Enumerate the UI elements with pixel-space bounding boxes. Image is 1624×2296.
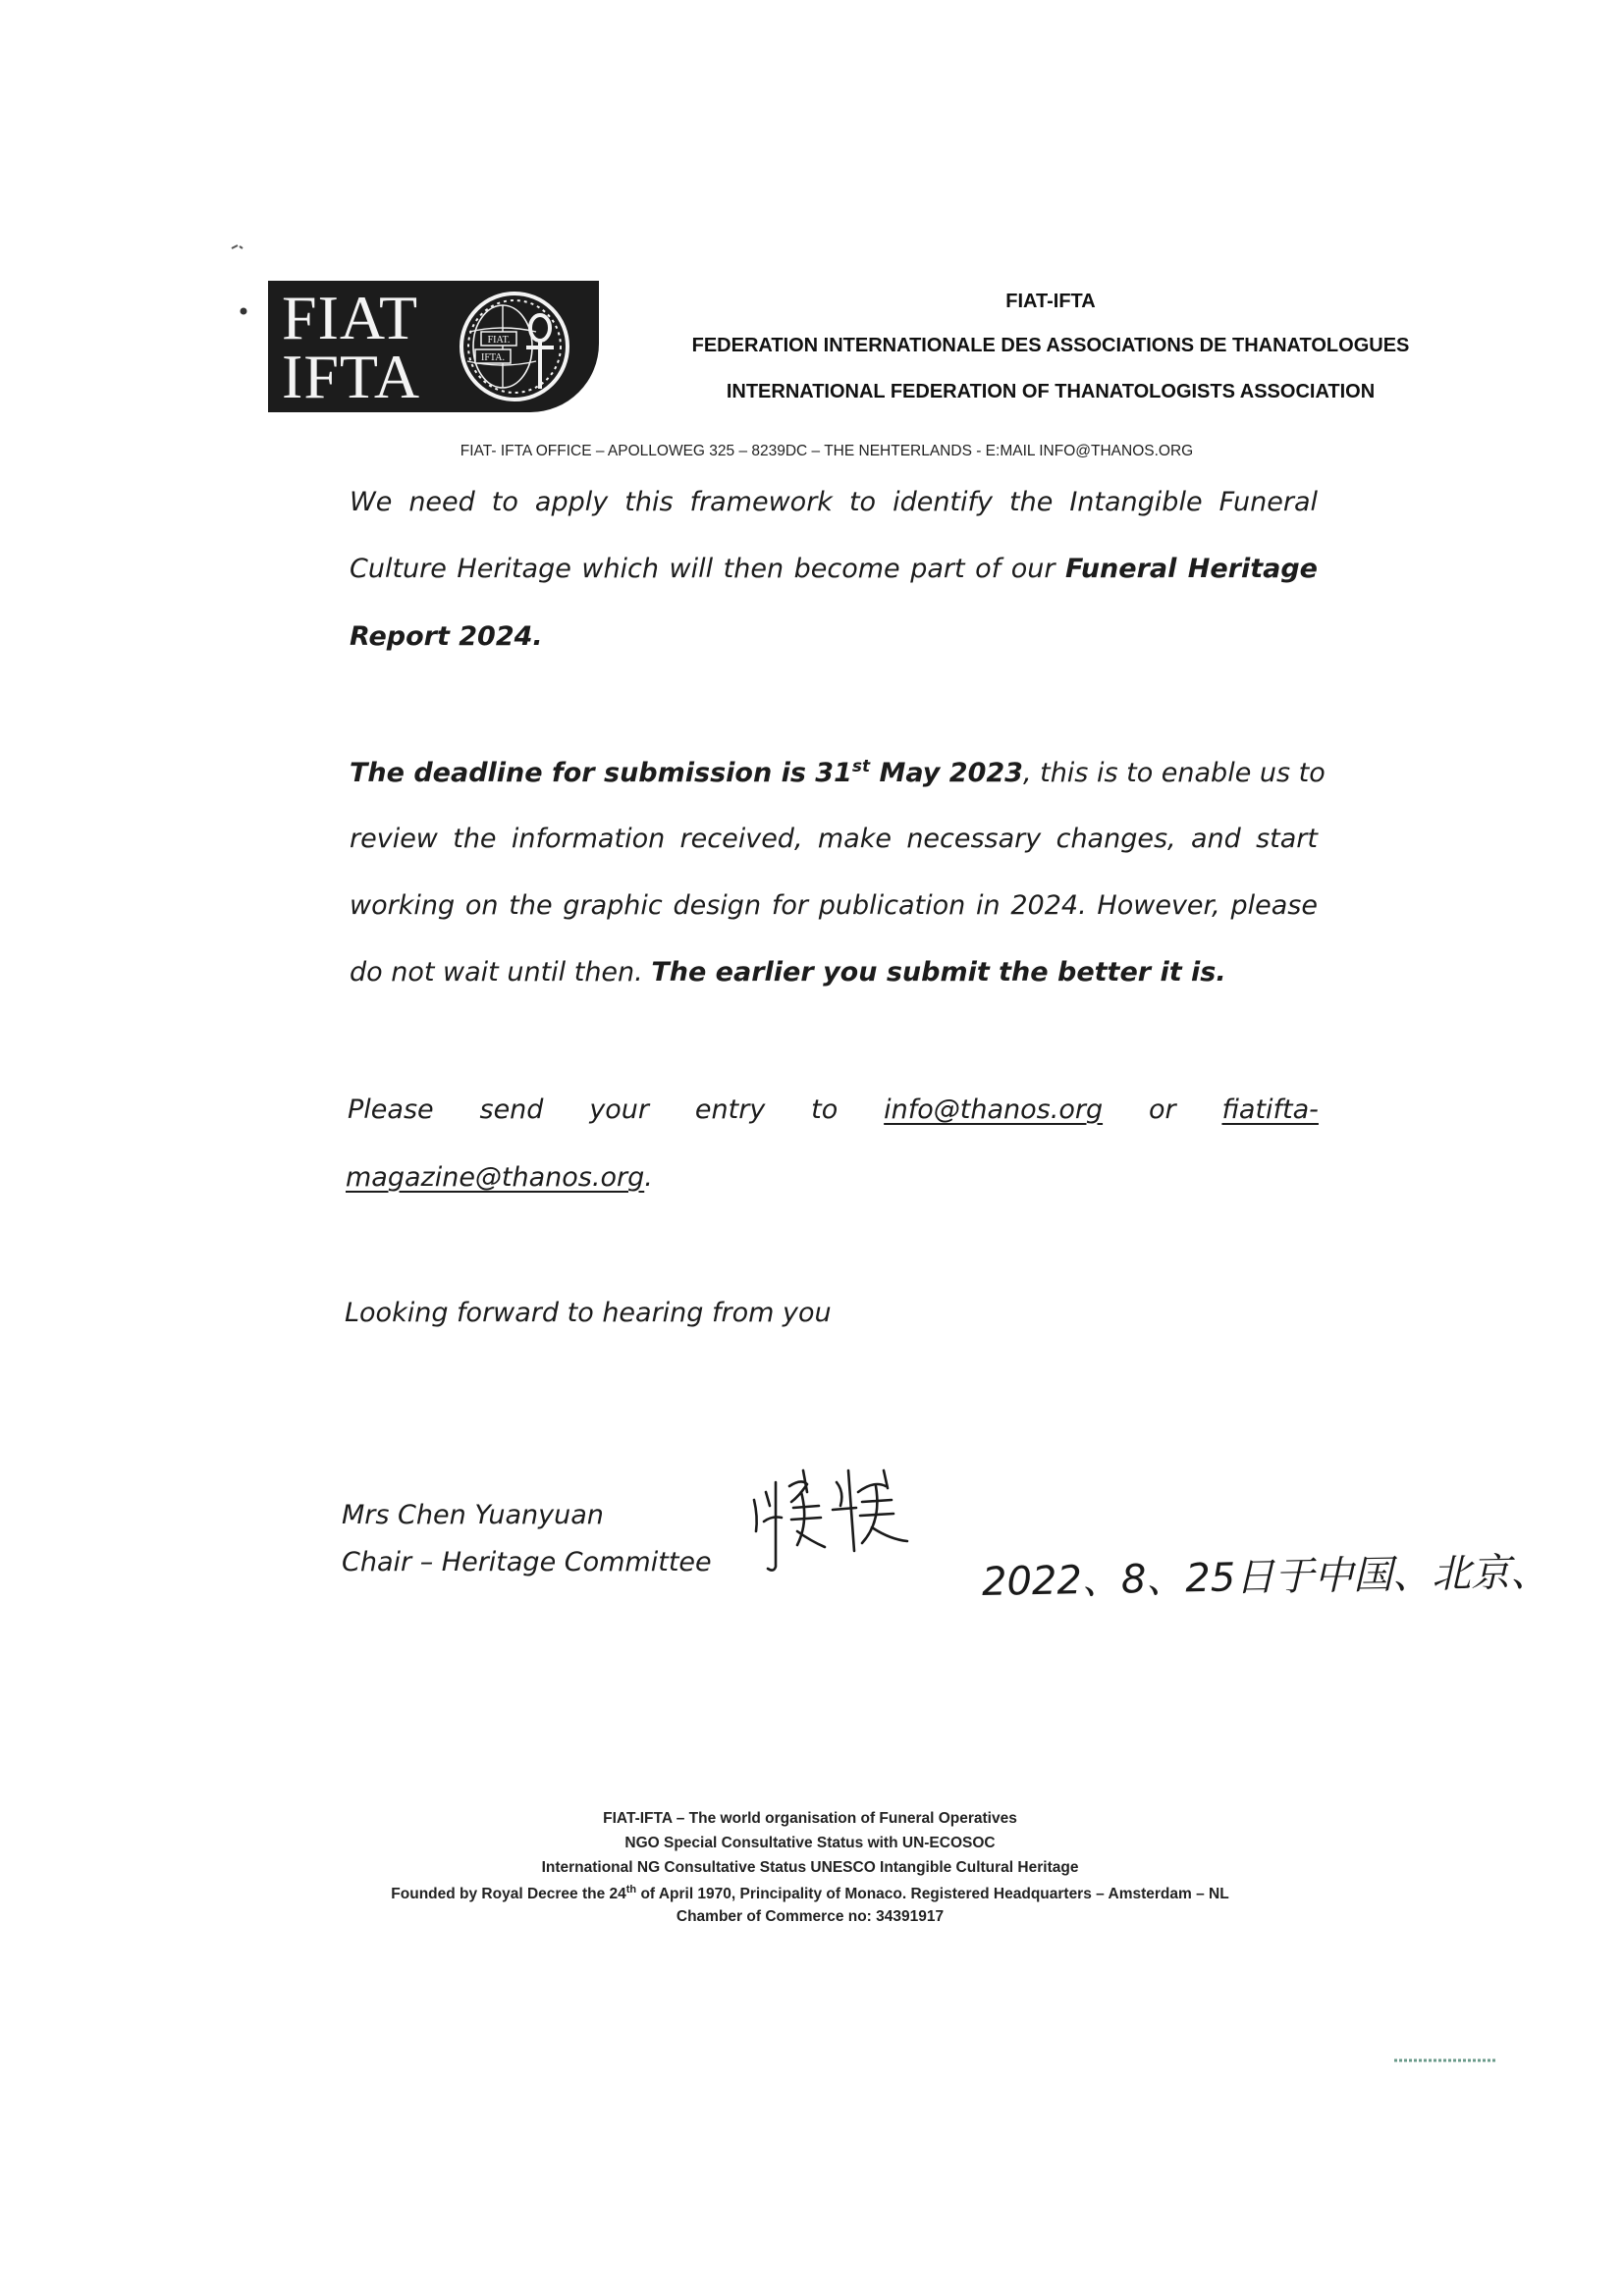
send-entry-period: . [644, 1162, 653, 1193]
paragraph-1-line-1: We need to apply this framework to identify the Intangible Funeral [350, 487, 1318, 517]
svg-text:IFTA.: IFTA. [481, 352, 505, 363]
deadline-plain: , this is to enable us to [1022, 758, 1326, 788]
send-word-or: or [1148, 1095, 1176, 1125]
footer-founded-ordinal: th [625, 1884, 637, 1896]
paragraph-2-line-2: review the information received, make necessary changes, and start [350, 824, 1318, 854]
paragraph-2-plain: do not wait until then. [350, 957, 652, 988]
send-entry-line-2 [346, 1162, 653, 1193]
paragraph-1-line-3: Report 2024. [350, 621, 543, 652]
paragraph-2-bold: The earlier you submit the better it is. [651, 957, 1226, 988]
deadline-ordinal: st [851, 757, 871, 776]
send-entry-line [348, 1095, 1319, 1125]
footer-founded-b: of April 1970, Principality of Monaco. Registered Headquarters – Amsterdam – NL [636, 1886, 1229, 1903]
paragraph-2-line-4 [350, 957, 1226, 988]
footer-line-1: FIAT-IFTA – The world organisation of Funeral Operatives [603, 1810, 1017, 1827]
fiat-ifta-logo [268, 281, 599, 412]
paragraph-1-text: Culture Heritage which will then become part of our [350, 554, 1065, 584]
signatory-title: Chair – Heritage Committee [342, 1547, 712, 1577]
closing-line: Looking forward to hearing from you [345, 1298, 832, 1328]
send-word-4: entry [694, 1095, 766, 1125]
paragraph-2-line-3: working on the graphic design for publication in 2024. However, please [350, 890, 1318, 921]
deadline-line [350, 757, 1326, 788]
footer-line-5: Chamber of Commerce no: 34391917 [676, 1908, 945, 1925]
office-address-line: FIAT- IFTA OFFICE – APOLLOWEG 325 – 8239DC – THE NEHTERLANDS - E:MAIL INFO@THANOS.ORG [460, 443, 1194, 459]
org-short-name: FIAT-IFTA [1005, 291, 1096, 312]
send-word-5: to [811, 1095, 839, 1125]
org-name-english: INTERNATIONAL FEDERATION OF THANATOLOGISTS ASSOCIATION [726, 381, 1376, 402]
org-name-french: FEDERATION INTERNATIONALE DES ASSOCIATIONS DE THANATOLOGUES [691, 335, 1410, 356]
send-word-3: your [589, 1095, 650, 1125]
logo-word-ifta: IFTA [282, 342, 421, 411]
signatory-name: Mrs Chen Yuanyuan [342, 1500, 604, 1530]
send-word-2: send [479, 1095, 544, 1125]
deadline-bold-a: The deadline for submission is 31 [350, 758, 852, 788]
handwritten-signature [746, 1463, 923, 1580]
email-link-info[interactable]: info@thanos.org [884, 1095, 1104, 1125]
logo-word-fiat: FIAT [282, 283, 419, 352]
handwritten-date-text: 2022、8、25日于中国、北京、 [981, 1549, 1550, 1605]
footer-line-4 [295, 1884, 1326, 1903]
footer-line-2: NGO Special Consultative Status with UN-ECOSOC [624, 1835, 996, 1851]
paragraph-1-line-2 [350, 554, 1318, 584]
globe-ankh-emblem-icon [456, 289, 573, 404]
paragraph-1-bold-text: Funeral Heritage [1064, 554, 1318, 584]
send-word-1: Please [348, 1095, 434, 1125]
svg-text:FIAT.: FIAT. [487, 335, 511, 346]
email-link-magazine-part2[interactable]: magazine@thanos.org [346, 1162, 645, 1193]
footer-line-3: International NG Consultative Status UNESCO Intangible Cultural Heritage [541, 1859, 1079, 1876]
handwritten-date-location [981, 1549, 1550, 1629]
deadline-bold-b: May 2023 [870, 758, 1023, 788]
email-link-magazine-part1[interactable]: fiatifta- [1221, 1095, 1319, 1125]
footer-founded-a: Founded by Royal Decree the 24 [391, 1886, 626, 1903]
